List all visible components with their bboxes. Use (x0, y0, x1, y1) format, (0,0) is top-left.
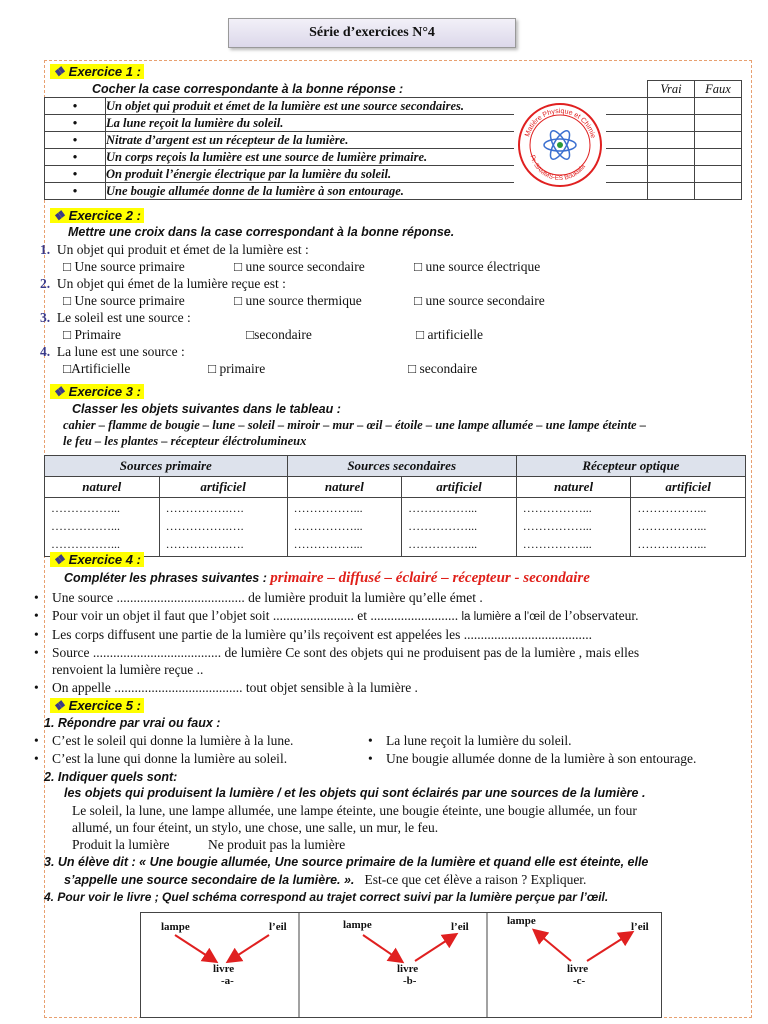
label-produit: Produit la lumière (72, 837, 170, 852)
statement-1: Un objet qui produit et émet de la lumière est une source secondaires. (106, 98, 648, 115)
list-item: • La lune reçoit la lumière du soleil. (368, 733, 572, 748)
table-row: • Une bougie allumée donne de la lumière à son entourage. (45, 183, 742, 200)
list-item-continued: renvoient la lumière reçue .. (52, 662, 204, 677)
option[interactable]: □ artificielle (416, 327, 483, 342)
light-path-diagrams (140, 912, 662, 1018)
list-item: • C’est la lune qui donne la lumière au soleil. (34, 751, 288, 766)
diamond-bullet-icon: ❖ (53, 64, 65, 79)
page-title: Série d’exercices N°4 (228, 18, 516, 48)
diagram-c-livre: livre (567, 963, 589, 975)
exercise-5-q2-sub: les objets qui produisent la lumière / et les objets qui sont éclairés par une sources de la lumière . (64, 786, 646, 800)
header-recepteur: Récepteur optique (516, 456, 745, 477)
diagram-b-oeil: l’eil (451, 921, 469, 933)
list-item: • C’est le soleil qui donne la lumière à la lune. (34, 733, 294, 748)
exercise-5-q2: 2. Indiquer quels sont: (44, 770, 178, 784)
option[interactable]: □ une source secondaire (414, 293, 545, 308)
question-4: 4. La lune est une source : (40, 344, 185, 359)
statement-3: Nitrate d’argent est un récepteur de la lumière. (106, 132, 648, 149)
checkbox-vrai-4[interactable] (648, 149, 695, 166)
option[interactable]: □ secondaire (408, 361, 478, 376)
exercise-2-heading: ❖ Exercice 2 : (50, 208, 144, 224)
diagram-c-label: -c- (573, 975, 586, 987)
checkbox-faux-3[interactable] (695, 132, 742, 149)
exercise-2-instruction: Mettre une croix dans la case correspondant à la bonne réponse. (68, 225, 455, 239)
exercise-3-instruction: Classer les objets suivantes dans le tableau : (72, 402, 341, 416)
checkbox-faux-6[interactable] (695, 183, 742, 200)
objects-list: allumé, un four éteint, un stylo, une chose, une salle, un mur, le feu. (72, 820, 439, 835)
option[interactable]: □secondaire (246, 327, 312, 342)
table-cell[interactable]: ……………... ……………... ……………... (45, 498, 160, 557)
table-row: • Un objet qui produit et émet de la lumière est une source secondaires. (45, 98, 742, 115)
list-item: • Une source ...................................... de lumière produit la lumière qu’elle émet . (34, 590, 483, 605)
table-cell[interactable]: ……………... ……………... ……………... (631, 498, 746, 557)
header-sources-secondaires: Sources secondaires (287, 456, 516, 477)
subheader: naturel (287, 477, 402, 498)
objects-list-line1: cahier – flamme de bougie – lune – soleil – miroir – mur – œil – étoile – une lampe allumée – une lampe éteinte – (63, 418, 646, 432)
exercise-4-instruction-line: Compléter les phrases suivantes : primaire – diffusé – éclairé – récepteur - secondaire (64, 570, 590, 586)
exercise-1-title: Exercice 1 : (68, 64, 141, 79)
checkbox-faux-2[interactable] (695, 115, 742, 132)
subheader: artificiel (402, 477, 517, 498)
col-faux: Faux (695, 81, 742, 98)
diagram-a-oeil: l’eil (269, 921, 287, 933)
subheader: naturel (45, 477, 160, 498)
exercise-5-q4: 4. Pour voir le livre ; Quel schéma correspond au trajet correct suivi par la lumière perçue par l’œil. (44, 890, 609, 904)
list-item: • Pour voir un objet il faut que l’objet soit ........................ et .......................... la lumière a l’œil de l’observateur. (34, 608, 639, 623)
question-1: 1. Un objet qui produit et émet de la lumière est : (40, 242, 309, 257)
table-row: • Nitrate d’argent est un récepteur de la lumière. (45, 132, 742, 149)
list-item: • Les corps diffusent une partie de la lumière qu’ils reçoivent est appelées les ...................................... (34, 627, 592, 642)
list-item: • Source ...................................... de lumière Ce sont des objets qui ne produisent pas de la lumière , mais elles (34, 645, 640, 660)
exercise-1-heading (50, 64, 144, 80)
subheader: artificiel (159, 477, 287, 498)
checkbox-vrai-6[interactable] (648, 183, 695, 200)
option[interactable]: □Artificielle (63, 361, 131, 376)
table-cell[interactable]: …………….…. …………….…. …………….…. (159, 498, 287, 557)
svg-text:Matière Physique et Chimie: Matière Physique et Chimie (524, 107, 597, 140)
subheader: naturel (516, 477, 631, 498)
diagram-b-label: -b- (403, 975, 417, 987)
statement-4: Un corps reçois la lumière est une source de lumière primaire. (106, 149, 648, 166)
classification-table (44, 455, 746, 557)
checkbox-vrai-2[interactable] (648, 115, 695, 132)
diagram-c-oeil: l’eil (631, 921, 649, 933)
checkbox-vrai-3[interactable] (648, 132, 695, 149)
diagram-a-livre: livre (213, 963, 235, 975)
table-row: • On produit l’énergie électrique par la lumière du soleil. (45, 166, 742, 183)
statement-2: La lune reçoit la lumière du soleil. (106, 115, 648, 132)
label-ne-produit-pas: Ne produit pas la lumière (208, 837, 346, 852)
table-cell[interactable]: ……………... ……………... ……………... (287, 498, 402, 557)
school-stamp (514, 100, 606, 190)
option[interactable]: □ une source thermique (234, 293, 362, 308)
exercise-5-q1: 1. Répondre par vrai ou faux : (44, 716, 221, 730)
word-bank: primaire – diffusé – éclairé – récepteur - secondaire (270, 570, 590, 586)
checkbox-vrai-1[interactable] (648, 98, 695, 115)
table-row: • Un corps reçois la lumière est une source de lumière primaire. (45, 149, 742, 166)
statement-6: Une bougie allumée donne de la lumière à son entourage. (106, 183, 648, 200)
diagram-b-lampe: lampe (343, 919, 372, 931)
checkbox-faux-5[interactable] (695, 166, 742, 183)
question-2: 2. Un objet qui émet de la lumière reçue est : (40, 276, 286, 291)
subheader: artificiel (631, 477, 746, 498)
option[interactable]: □ une source électrique (414, 259, 541, 274)
diamond-bullet-icon: ❖ (53, 384, 65, 399)
exercise-3-heading: ❖ Exercice 3 : (50, 384, 144, 400)
col-vrai: Vrai (648, 81, 695, 98)
table-row: • La lune reçoit la lumière du soleil. (45, 115, 742, 132)
question-3: 3. Le soleil est une source : (40, 310, 191, 325)
objects-list-line2: le feu – les plantes – récepteur éléctrolumineux (63, 434, 307, 448)
list-item: • Une bougie allumée donne de la lumière à son entourage. (368, 751, 697, 766)
exercise-1-instruction: Cocher la case correspondante à la bonne réponse : (92, 82, 404, 96)
diamond-bullet-icon: ❖ (53, 552, 65, 567)
table-cell[interactable]: ……………... ……………... ……………... (516, 498, 631, 557)
checkbox-vrai-5[interactable] (648, 166, 695, 183)
checkbox-faux-4[interactable] (695, 149, 742, 166)
diagram-b-livre: livre (397, 963, 419, 975)
exercise-1-table (44, 80, 742, 200)
option[interactable]: □ primaire (208, 361, 266, 376)
option[interactable]: □ Primaire (63, 327, 122, 342)
diagram-a-label: -a- (221, 975, 234, 987)
svg-text:Pr. SAMMS-ES Boukiala: Pr. SAMMS-ES Boukiala (528, 154, 587, 183)
option[interactable]: □ une source secondaire (234, 259, 365, 274)
exercise-4-heading: ❖ Exercice 4 : (50, 552, 144, 568)
exercise-5-q3: 3. Un élève dit : « Une bougie allumée, Une source primaire de la lumière et quand elle est éteinte, elle (44, 855, 649, 869)
diamond-bullet-icon: ❖ (53, 698, 65, 713)
exercise-5-heading: ❖ Exercice 5 : (50, 698, 144, 714)
option[interactable]: □ Une source primaire (63, 293, 185, 308)
list-item: • On appelle ...................................... tout objet sensible à la lumière . (34, 680, 418, 695)
objects-list: Le soleil, la lune, une lampe allumée, une lampe éteinte, une bougie éteinte, une bougie allumée, un four (72, 803, 637, 818)
diagram-c-lampe: lampe (507, 915, 536, 927)
header-sources-primaire: Sources primaire (45, 456, 288, 477)
statement-5: On produit l’énergie électrique par la lumière du soleil. (106, 166, 648, 183)
option[interactable]: □ Une source primaire (63, 259, 185, 274)
checkbox-faux-1[interactable] (695, 98, 742, 115)
diamond-bullet-icon: ❖ (53, 208, 65, 223)
exercise-5-q3-line2: s’appelle une source secondaire de la lumière. ». Est-ce que cet élève a raison ? Expliquer. (64, 872, 587, 887)
diagram-a-lampe: lampe (161, 921, 190, 933)
stamp-seal-icon (514, 100, 606, 190)
table-cell[interactable]: ……………... ……………... ……………... (402, 498, 517, 557)
